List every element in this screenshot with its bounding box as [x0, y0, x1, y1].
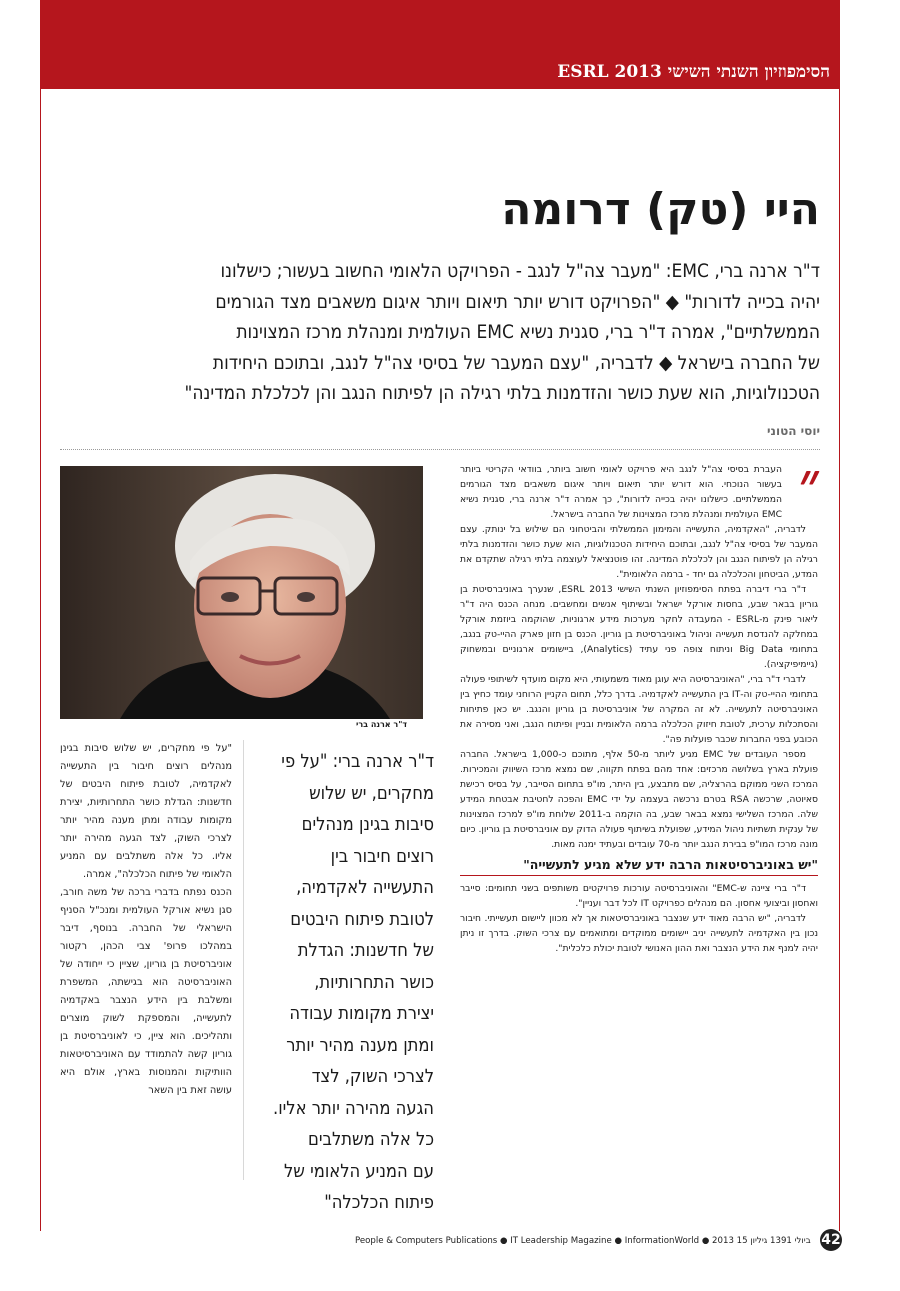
body-paragraph: לדבריה, "יש הרבה מאוד ידע שנצבר באוניברסיטאות אך לא מכוון ליישום תעשייתי. חיבור נכון בין האקדמיה לתעשייה יניב יישומים ממוקדים ומתואמים עם צרכי השוק. בדרך זו ניתן יהיה למנף את הידע הנצבר ואת ההון האנושי לטובת יכולת כלכלית".: [460, 913, 818, 954]
pull-quote-line: הגעה מהירה יותר אליו.: [273, 1097, 434, 1119]
dotted-divider: [60, 449, 820, 450]
side-column: [60, 740, 232, 1100]
side-paragraph: הכנס נפתח בדברי ברכה של משה חורב, סגן נשיא אורקל העולמית ומנכ"ל הסניף הישראלי של החברה. בנוסף, דיבר במהלכו פרופ' צבי הכהן, רקטור אוניברסיטת בן גוריון, שציין כי ייחודה של האוניברסיטה הוא בגישתה, המשפרת ומשלבת בין הידע הנצבר באקדמיה לתעשייה, והמספקת לשוק מוצרים ותהליכים. הוא ציין, כי לאוניברסיטת בן גוריון קשה להתמודד עם האוניברסיטאות הוותיקות והמנוסות בארץ, אולם היא עושה זאת בין השאר: [60, 887, 232, 1096]
pull-quote-line: ומתן מענה מהיר יותר: [286, 1034, 434, 1056]
pull-quote: [252, 746, 434, 1219]
body-paragraph: לדבריה, "האקדמיה, התעשייה והמימון הממשלתי והביטחוני הם שילוש בל ינותק. עצם המעבר של בסיסי צה"ל לנגב, ובתוכם היחידות הטכנולוגיות, הוא שעת כושר והזדמנות בלתי רגילה הן לפיתוח הנגב והן לכלכלת המדינה. זהו פוטנציאל לעוצמה בלתי רגילה שתקדם את המדע, הביטחון והכלכלה גם יחד - ברמה הלאומית".: [460, 524, 818, 580]
article-headline: היי (טק) דרומה: [501, 184, 820, 235]
author-byline: יוסי הטוני: [766, 424, 820, 438]
body-paragraph: מספר העובדים של EMC מגיע ליותר מ-50 אלף, מתוכם כ-1,000 בישראל. החברה פועלת בארץ בשלושה מרכזים: אחד מהם בפתח תקווה, שם נמצא מרכז השיווק והמכירות. המרכז השני ממוקם בהרצליה, שם מתבצע, בין היתר, מו"פ בתחום הסייבר, על בסיס רכישת סאיוטה, שרכשה RSA בטרם נרכשה בעצמה על ידי EMC והפכה לחטיבת אבטחת המידע שלה. המרכז השלישי נמצא בבאר שבע, בה הוקמה ב-2011 שלוחת מו"פ למרכז המצוינות של ענקית תשתיות ניהול המידע, שפועלת בשיתוף פעולה הדוק עם אוניברסיטת בן גוריון. כיום מונה מרכז המו"פ בבירת הנגב יותר מ-70 עובדים ובעתיד ימנה מאות.: [460, 749, 819, 850]
side-paragraph: "על פי מחקרים, יש שלוש סיבות בגינן מנהלים רוצים חיבור בין התעשייה לאקדמיה, לטובת פיתוח היבטים של חדשנות: הגדלת כושר התחרותיות, יצירת מקומות עבודה ומתן מענה מהיר יותר לצרכי השוק, לצד הגעה מהירה יותר אליו. כל אלה משתלבים עם המניע הלאומי של פיתוח הכלכלה", אמרה.: [60, 743, 232, 880]
lead-line: של החברה בישראל ◆ לדבריה, "עצם המעבר של בסיסי צה"ל לנגב, ובתוכם היחידות: [212, 351, 820, 374]
body-paragraph: ד"ר ברי ציינה ש-EMC" והאוניברסיטה עורכות פרויקטים משותפים בשני תחומים: סייבר ואחסון וביצועי אחסון. הם מנהלים כפרויקט IT לכל דבר ועניין".: [460, 883, 818, 909]
body-paragraph: ד"ר ברי דיברה בפתח הסימפוזיון השנתי השישי ESRL 2013, שנערך באוניברסיטת בן גוריון בבאר שבע, בחסות אורקל ישראל ובשיתוף אנשים ומחשבים. מנחה הכנס היה ד"ר ליאור פינק מ-ESRL - המעבדה לחקר מערכות מידע ארגוניות, שהוקמה ביוזמת אורקל במחלקה להנדסת תעשייה וניהול באוניברסיטת בן גוריון. הכנס בן חזון פארק ההיי-טק בנגב, בתחומי Big Data וניתוח צופה פני עתיד (Analytics), ביישומים ארגוניים ובמשחוק (גיימיפיקציה).: [460, 584, 819, 670]
pull-quote-line: ד"ר ארנה ברי: "על פי: [281, 751, 434, 772]
pull-quote-line: לצרכי השוק, לצד: [311, 1066, 434, 1087]
body-subheading: "יש באוניברסיטאות הרבה ידע שלא מגיע לתעשייה": [460, 857, 818, 876]
article-body: [460, 462, 818, 956]
body-paragraph: לדברי ד"ר ברי, "האוניברסיטה היא עוגן מאוד משמעותי, היא מקום מועדף לשיתופי פעולה בתחומי ההיי-טק וה-IT בין התעשייה לאקדמיה. בדרך כלל, תחום הקניין הרוחני עומד כחיץ בין האוניברסיטה לתעשייה. לא זה המקרה של אוניברסיטת בן גוריון והנגב. יש כאן פתיחות והסתכלות ערכית, לטובת חיזוק הכלכלה ברמה הלאומית ובניין ופיתוח הנגב, ואני מסירה את הכובע בפני החברות שכבר פועלות פה".: [460, 674, 819, 745]
left-border: [40, 89, 41, 1231]
photo-caption: ד"ר ארנה ברי: [356, 720, 408, 729]
lead-line: יהיה בכייה לדורות" ◆ "הפרויקט דורש יותר תיאום ויותר איגום משאבים מצד הגורמים: [215, 290, 820, 313]
portrait-photo: [60, 466, 423, 719]
right-border: [839, 89, 840, 1231]
pull-quote-line: פיתוח הכלכלה": [324, 1192, 434, 1213]
pull-quote-line: של חדשנות: הגדלת: [297, 940, 434, 961]
section-title: הסימפוזיון השנתי השישי ESRL 2013: [557, 62, 830, 82]
page-footer: People & Computers Publications ● IT Leadership Magazine ● InformationWorld ● 2013 15 ביולי 1391 גיליון: [355, 1236, 811, 1246]
pull-quote-line: יצירת מקומות עבודה: [289, 1003, 434, 1024]
pull-quote-line: לטובת פיתוח היבטים: [290, 908, 434, 930]
body-paragraph: העברת בסיסי צה"ל לנגב היא פרויקט לאומי חשוב ביותר, בוודאי הקריטי ביותר בעשור הנוכחי. הוא דורש יותר תיאום ויותר איגום משאבים מצד הגורמים הממשלתיים. כישלונו יהיה בכייה לדורות", כך אמרה ד"ר ארנה ברי, סגנית נשיא EMC העולמית ומנהלת מרכז המצוינות של החברה בישראל.: [460, 464, 782, 520]
column-divider: [243, 740, 244, 1180]
lead-line: הממשלתיים", אמרה ד"ר ברי, סגנית נשיא EMC העולמית ומנהלת מרכז המצוינות: [236, 321, 820, 343]
lead-line: הטכנולוגיות, הוא שעת כושר והזדמנות בלתי רגילה הן לפיתוח הנגב והן לכלכלת המדינה": [184, 382, 820, 404]
pull-quote-line: התעשייה לאקדמיה,: [296, 877, 434, 898]
opening-quote-icon: ״: [798, 449, 821, 517]
pull-quote-line: עם המניע הלאומי של: [284, 1160, 434, 1182]
pull-quote-line: רוצים חיבור בין: [330, 845, 434, 867]
article-lead: [70, 256, 820, 409]
pull-quote-line: מחקרים, יש שלוש: [309, 782, 434, 804]
lead-line: ד"ר ארנה ברי, EMC: "מעבר צה"ל לנגב - הפרויקט הלאומי החשוב בעשור; כישלונו: [220, 260, 820, 282]
pull-quote-line: כל אלה משתלבים: [308, 1129, 434, 1150]
pull-quote-line: סיבות בגינן מנהלים: [301, 814, 434, 835]
portrait-illustration: [60, 466, 423, 719]
page-number: 42: [820, 1229, 842, 1251]
pull-quote-line: כושר התחרותיות,: [314, 971, 434, 993]
